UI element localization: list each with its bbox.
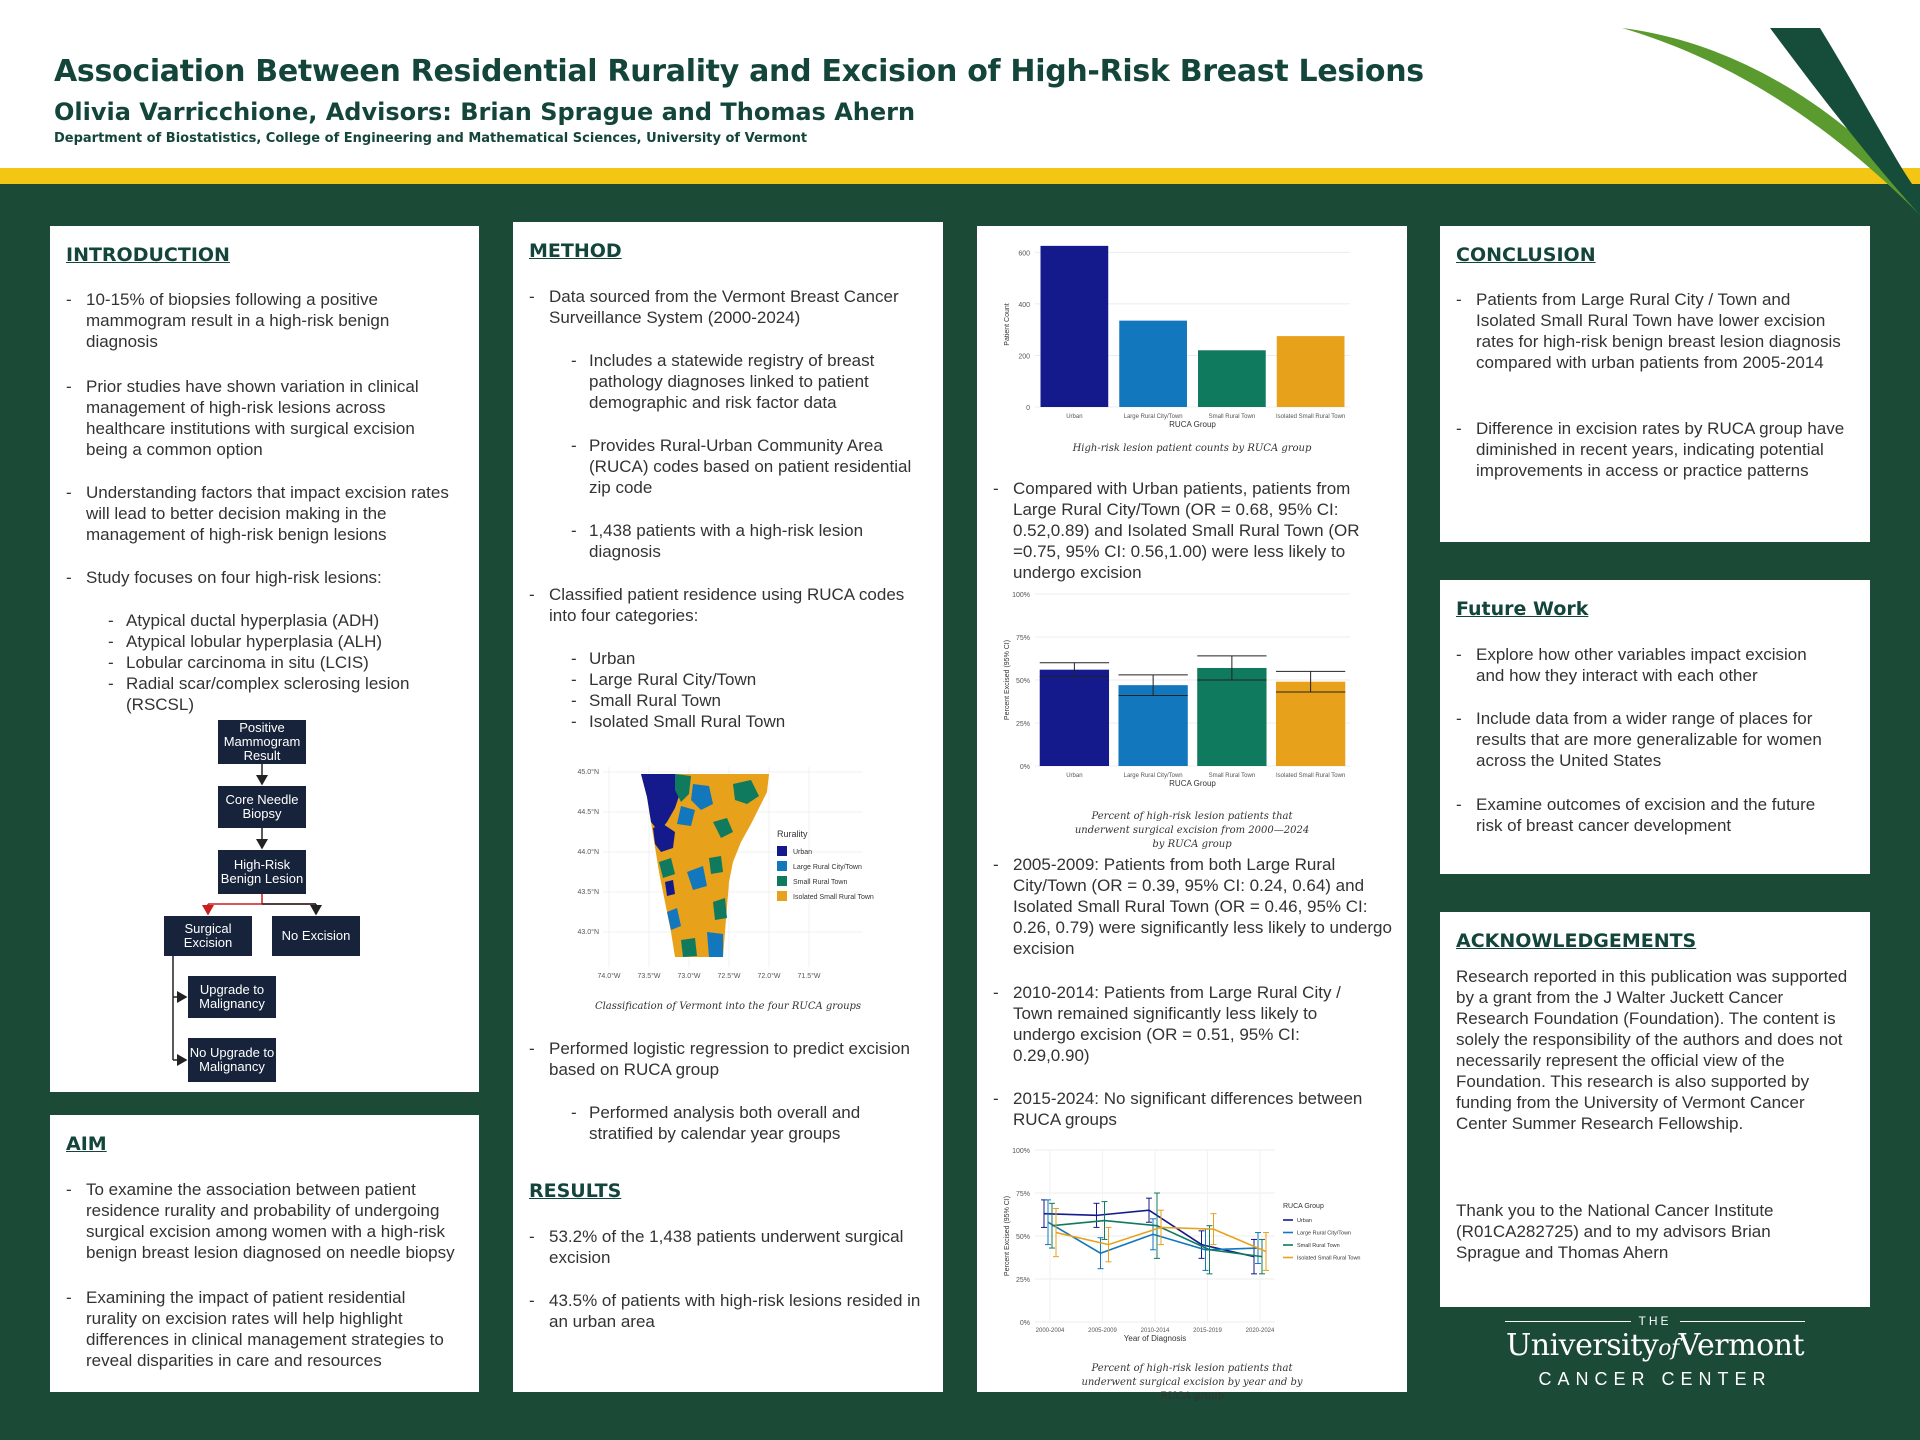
chart2-x-label: RUCA Group	[1169, 779, 1216, 788]
chart2-y-tick: 75%	[1015, 635, 1030, 642]
future-work-panel	[1440, 580, 1870, 874]
chart3-y-tick: 25%	[1015, 1277, 1030, 1284]
chart2-bar	[1118, 685, 1187, 766]
aim-bullet: - To examine the association between patient residence rurality and probability of undergoing surgical excision among women with a high-risk benign breast lesion diagnosed on needle biopsy	[66, 1179, 461, 1263]
future-bullet: - Examine outcomes of excision and the future risk of breast cancer development	[1456, 794, 1846, 836]
chart1-bar	[1198, 350, 1266, 407]
chart2-bar	[1197, 668, 1266, 766]
logo-name-b: Vermont	[1678, 1328, 1805, 1363]
ruca-category: - Small Rural Town	[571, 690, 891, 711]
chart1-y-label: Patient Count	[1004, 303, 1011, 346]
chart3-legend-title: RUCA Group	[1283, 1203, 1324, 1210]
chart1-bar	[1119, 321, 1187, 407]
flow-core-needle-biopsy: Core Needle Biopsy	[218, 786, 306, 828]
method-bullet: - Performed logistic regression to predict excision based on RUCA group	[529, 1038, 929, 1080]
intro-bullet: - Understanding factors that impact excision rates will lead to better decision making in the management of high-risk benign lesions	[66, 482, 456, 545]
conclusion-panel	[1440, 226, 1870, 542]
findings-bullet: - 2010-2014: Patients from Large Rural City / Town remained significantly less likely to undergo excision (OR = 0.51, 95% CI: 0.29,0.90)	[993, 982, 1373, 1066]
intro-bullet: - Study focuses on four high-risk lesions:	[66, 567, 456, 588]
chart1-x-tick: Large Rural City/Town	[1123, 414, 1183, 420]
introduction-heading: INTRODUCTION	[66, 244, 230, 266]
method-sub-bullet: - 1,438 patients with a high-risk lesion diagnosis	[571, 520, 911, 562]
flow-no-excision: No Excision	[272, 916, 360, 956]
ruca-category: - Urban	[571, 648, 891, 669]
acknowledgements-heading: ACKNOWLEDGEMENTS	[1456, 930, 1697, 952]
map-legend-label: Large Rural City/Town	[793, 864, 862, 871]
lesion-item: - Radial scar/complex sclerosing lesion (RSCSL)	[108, 673, 438, 715]
swoosh-decoration	[1570, 0, 1920, 215]
patient-count-bar-chart	[995, 232, 1375, 432]
chart1-y-tick: 200	[1018, 353, 1030, 361]
uvm-cancer-center-logo	[1505, 1314, 1805, 1394]
future-bullet: - Include data from a wider range of places for results that are more generalizable for women across the United States	[1456, 708, 1846, 771]
chart2-y-tick: 100%	[1012, 592, 1030, 599]
conclusion-bullet: - Difference in excision rates by RUCA group have diminished in recent years, indicating potential improvements in access or practice patterns	[1456, 418, 1851, 481]
chart2-bar	[1276, 682, 1345, 766]
method-sub-bullet: - Provides Rural-Urban Community Area (RUCA) codes based on patient residential zip code	[571, 435, 931, 498]
findings-panel	[977, 226, 1407, 1402]
chart2-y-tick: 50%	[1015, 678, 1030, 685]
results-bullet: - 43.5% of patients with high-risk lesions resided in an urban area	[529, 1290, 924, 1332]
chart3-legend-label: Isolated Small Rural Town	[1297, 1255, 1361, 1262]
map-legend-title: Rurality	[777, 829, 808, 839]
map-lon-tick: 74.0°W	[597, 973, 621, 980]
chart2-y-label: Percent Excised (95% CI)	[1004, 639, 1011, 721]
chart3-y-label: Percent Excised (95% CI)	[1004, 1195, 1011, 1277]
ruca-category: - Large Rural City/Town	[571, 669, 891, 690]
chart3-legend-label: Urban	[1297, 1218, 1312, 1224]
poster-title: Association Between Residential Rurality and Excision of High-Risk Breast Lesions	[54, 54, 1424, 89]
map-lat-tick: 45.0°N	[577, 769, 599, 776]
map-legend-label: Urban	[793, 849, 813, 856]
logo-cancer-center: CANCER CENTER	[1538, 1369, 1772, 1389]
lesion-item: - Atypical lobular hyperplasia (ALH)	[108, 631, 448, 652]
chart1-x-tick: Urban	[1066, 414, 1083, 420]
chart2-x-tick: Urban	[1066, 773, 1083, 779]
chart2-y-tick: 0%	[1019, 764, 1030, 771]
map-lon-tick: 72.5°W	[717, 973, 741, 980]
map-legend-key-isolated	[777, 891, 787, 901]
method-bullet: - Data sourced from the Vermont Breast Cancer Surveillance System (2000-2024)	[529, 286, 924, 328]
method-heading: METHOD	[529, 240, 622, 262]
ruca-category: - Isolated Small Rural Town	[571, 711, 891, 732]
map-caption: Classification of Vermont into the four RUCA groups	[594, 1001, 862, 1012]
map-lon-tick: 73.0°W	[677, 973, 701, 980]
map-legend-key-urban	[777, 846, 787, 856]
map-legend-key-large-rural	[777, 861, 787, 871]
flow-positive-mammogram: Positive Mammogram Result	[218, 720, 306, 764]
method-bullet: - Classified patient residence using RUCA codes into four categories:	[529, 584, 929, 626]
chart1-bar	[1041, 246, 1109, 407]
lesion-item: - Lobular carcinoma in situ (LCIS)	[108, 652, 448, 673]
chart2-caption: Percent of high-risk lesion patients that underwent surgical excision from 2000—2024 by RUCA group	[1074, 811, 1310, 850]
findings-bullet: - Compared with Urban patients, patients from Large Rural City/Town (OR = 0.68, 95% CI: 0.52,0.89) and Isolated Small Rural Town (OR =0.75, 95% CI: 0.56,1.00) were less likely to undergo excision	[993, 478, 1393, 583]
chart2-x-tick: Large Rural City/Town	[1123, 773, 1183, 779]
chart1-caption: High-risk lesion patient counts by RUCA group	[1072, 443, 1312, 454]
chart3-legend-label: Large Rural City/Town	[1297, 1230, 1352, 1237]
lesion-item: - Atypical ductal hyperplasia (ADH)	[108, 610, 448, 631]
map-lon-tick: 73.5°W	[637, 973, 661, 980]
chart1-x-tick: Small Rural Town	[1208, 414, 1256, 420]
chart1-x-label: RUCA Group	[1169, 420, 1216, 429]
percent-excised-bar-chart	[995, 586, 1375, 796]
map-lat-tick: 44.5°N	[577, 809, 599, 816]
method-sub-bullet: - Performed analysis both overall and stratified by calendar year groups	[571, 1102, 891, 1144]
chart3-y-tick: 0%	[1019, 1320, 1030, 1327]
chart2-x-tick: Small Rural Town	[1208, 773, 1256, 779]
results-heading: RESULTS	[529, 1180, 622, 1202]
future-bullet: - Explore how other variables impact excision and how they interact with each other	[1456, 644, 1836, 686]
intro-bullet: - 10-15% of biopsies following a positive mammogram result in a high-risk benign diagnosis	[66, 289, 416, 352]
chart3-x-tick: 2015-2019	[1193, 1328, 1222, 1334]
poster-department: Department of Biostatistics, College of Engineering and Mathematical Sciences, University of Vermont	[54, 131, 808, 146]
poster-authors: Olivia Varricchione, Advisors: Brian Sprague and Thomas Ahern	[54, 98, 916, 126]
flow-high-risk-lesion: High-Risk Benign Lesion	[218, 850, 306, 894]
excision-by-year-line-chart	[995, 1142, 1375, 1372]
map-legend-key-small-rural	[777, 876, 787, 886]
aim-heading: AIM	[66, 1133, 107, 1155]
method-sub-bullet: - Includes a statewide registry of breast pathology diagnoses linked to patient demographic and risk factor data	[571, 350, 926, 413]
flow-no-upgrade-malignancy: No Upgrade to Malignancy	[188, 1038, 276, 1082]
chart2-y-tick: 25%	[1015, 721, 1030, 728]
logo-name-of: of	[1658, 1336, 1679, 1361]
chart3-x-tick: 2000-2004	[1035, 1328, 1065, 1334]
findings-bullet: - 2005-2009: Patients from both Large Rural City/Town (OR = 0.39, 95% CI: 0.24, 0.64) and Isolated Small Rural Town (OR = 0.46, 95% CI: 0.26, 0.79) were significantly less likely to undergo excision	[993, 854, 1393, 959]
chart1-x-tick: Isolated Small Rural Town	[1275, 414, 1346, 420]
aim-panel	[50, 1115, 479, 1392]
chart2-x-tick: Isolated Small Rural Town	[1275, 773, 1346, 779]
future-work-heading: Future Work	[1456, 598, 1589, 620]
aim-bullet: - Examining the impact of patient residential rurality on excision rates will help highlight differences in clinical management strategies to reveal disparities in care and resources	[66, 1287, 461, 1371]
results-bullet: - 53.2% of the 1,438 patients underwent surgical excision	[529, 1226, 924, 1268]
chart2-bar	[1040, 670, 1109, 766]
map-legend-label: Small Rural Town	[793, 879, 848, 886]
chart3-y-tick: 100%	[1012, 1148, 1030, 1155]
chart3-y-tick: 75%	[1015, 1191, 1030, 1198]
chart3-x-tick: 2005-2009	[1088, 1328, 1117, 1334]
logo-university-name	[1505, 1328, 1805, 1367]
method-panel	[513, 222, 943, 1392]
chart1-y-tick: 600	[1018, 250, 1030, 258]
intro-bullet: - Prior studies have shown variation in clinical management of high-risk lesions across healthcare institutions with surgical excision being a common option	[66, 376, 436, 460]
flow-surgical-excision: Surgical Excision	[164, 916, 252, 956]
map-lat-tick: 44.0°N	[577, 849, 599, 856]
vermont-ruca-map	[563, 762, 883, 987]
acknowledgement-paragraph: Research reported in this publication was supported by a grant from the J Walter Juckett Cancer Research Foundation (Foundation). The content is solely the responsibility of the authors and does not necessarily represent the official view of the Foundation. This research is also supported by funding from the University of Vermont Cancer Center Summer Research Fellowship.	[1456, 967, 1848, 1133]
chart1-y-tick: 0	[1026, 405, 1030, 412]
chart3-x-label: Year of Diagnosis	[1123, 1334, 1187, 1343]
flow-connectors	[50, 226, 479, 1092]
map-lon-tick: 71.5°W	[797, 973, 821, 980]
chart3-y-tick: 50%	[1015, 1234, 1030, 1241]
chart3-x-tick: 2020-2024	[1245, 1328, 1275, 1334]
chart1-bar	[1277, 336, 1345, 407]
map-lat-tick: 43.5°N	[577, 889, 599, 896]
map-legend-label: Isolated Small Rural Town	[793, 894, 874, 901]
logo-name-a: University	[1505, 1328, 1659, 1363]
introduction-panel	[50, 226, 479, 1092]
map-lon-tick: 72.0°W	[757, 973, 781, 980]
findings-bullet: - 2015-2024: No significant differences between RUCA groups	[993, 1088, 1393, 1130]
conclusion-heading: CONCLUSION	[1456, 244, 1596, 266]
chart3-x-tick: 2010-2014	[1140, 1328, 1170, 1334]
acknowledgement-thanks: Thank you to the National Cancer Institute (R01CA282725) and to my advisors Brian Sprague and Thomas Ahern	[1456, 1201, 1774, 1262]
chart3-legend-label: Small Rural Town	[1297, 1243, 1340, 1249]
logo-the: THE	[1638, 1314, 1672, 1328]
chart1-y-tick: 400	[1018, 301, 1030, 309]
flow-upgrade-malignancy: Upgrade to Malignancy	[188, 976, 276, 1018]
chart3-caption: Percent of high-risk lesion patients that underwent surgical excision by year and by RUCA group	[1081, 1363, 1303, 1402]
map-lat-tick: 43.0°N	[577, 929, 599, 936]
conclusion-bullet: - Patients from Large Rural City / Town and Isolated Small Rural Town have lower excision rates for high-risk benign breast lesion diagnosis compared with urban patients from 2005-2014	[1456, 289, 1851, 373]
acknowledgements-panel	[1440, 912, 1870, 1307]
